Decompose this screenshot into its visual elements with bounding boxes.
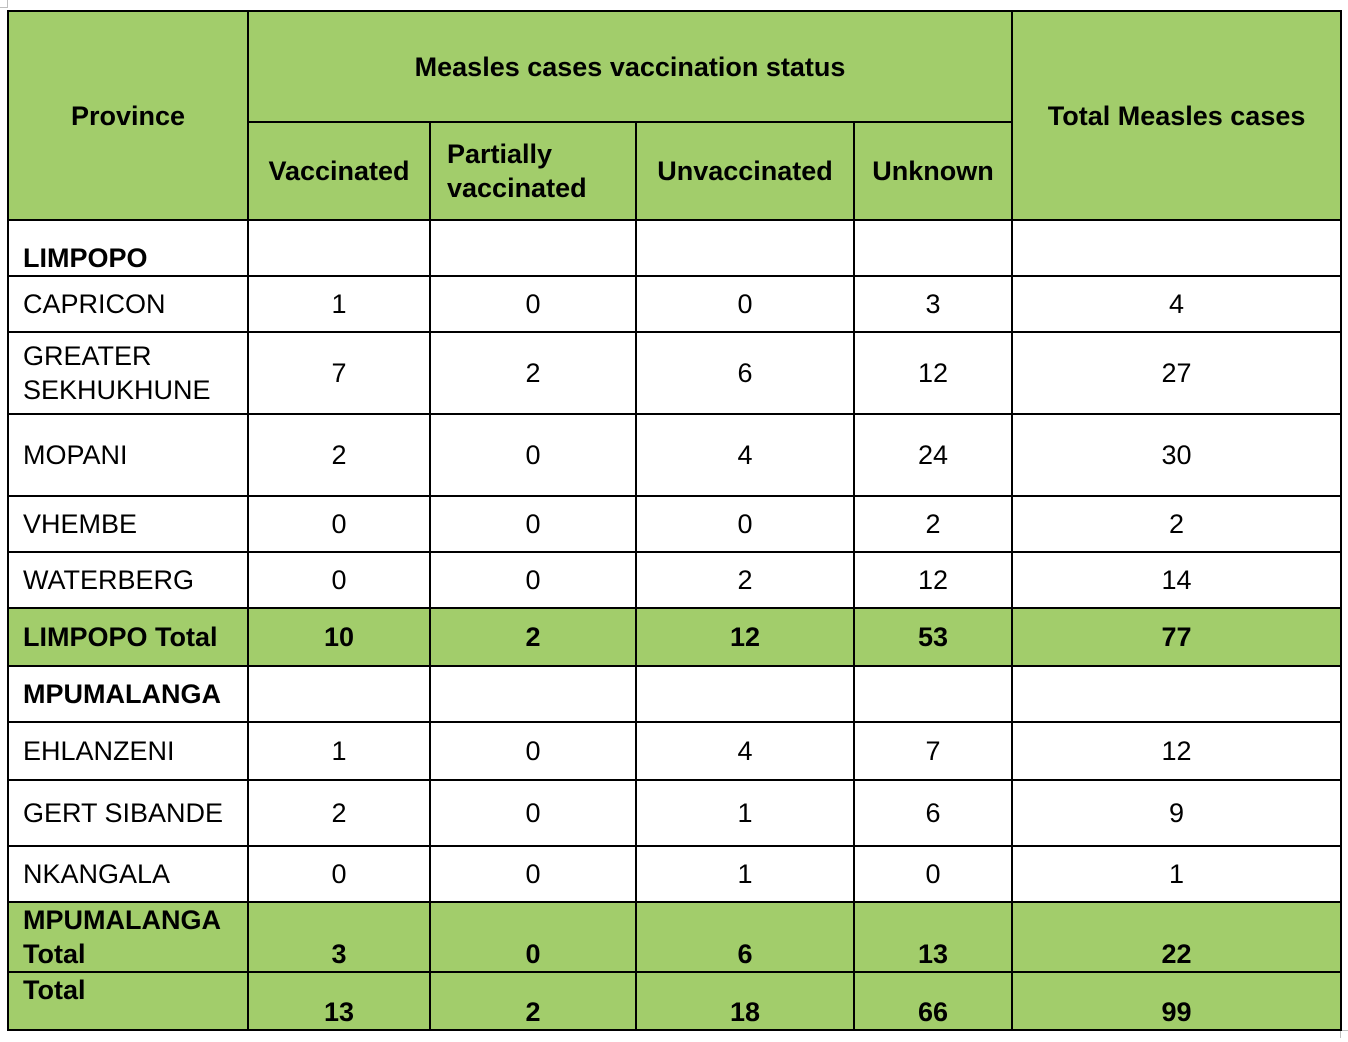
measles-vaccination-table [7, 10, 1342, 1031]
unvaccinated-cell: 6 [636, 902, 854, 972]
total-cell: 99 [1012, 972, 1341, 1030]
table-cell [854, 220, 1012, 276]
table-row [8, 496, 1341, 552]
district-name: CAPRICON [8, 276, 248, 332]
header-province: Province [8, 11, 248, 220]
total-cell: 77 [1012, 608, 1341, 666]
total-cell: 22 [1012, 902, 1341, 972]
table-row [8, 220, 1341, 276]
vaccinated-cell: 3 [248, 902, 430, 972]
partially-cell: 0 [430, 276, 636, 332]
header-vaccination-status: Measles cases vaccination status [248, 11, 1012, 122]
vaccinated-cell: 13 [248, 972, 430, 1030]
vaccinated-cell: 0 [248, 846, 430, 902]
unknown-cell: 12 [854, 332, 1012, 414]
table-cell [430, 666, 636, 722]
unknown-cell: 66 [854, 972, 1012, 1030]
subtotal-label: MPUMALANGA Total [8, 902, 248, 972]
total-cell: 1 [1012, 846, 1341, 902]
table-cell [1012, 666, 1341, 722]
table-row [8, 276, 1341, 332]
unvaccinated-cell: 0 [636, 496, 854, 552]
header-row-top [8, 11, 1341, 122]
table-row [8, 332, 1341, 414]
district-name: GREATER SEKHUKHUNE [8, 332, 248, 414]
vaccinated-cell: 0 [248, 496, 430, 552]
table-row [8, 846, 1341, 902]
unknown-cell: 53 [854, 608, 1012, 666]
partially-cell: 0 [430, 722, 636, 780]
vaccinated-cell: 10 [248, 608, 430, 666]
unvaccinated-cell: 4 [636, 722, 854, 780]
subtotal-label: LIMPOPO Total [8, 608, 248, 666]
partially-cell: 2 [430, 332, 636, 414]
grand-total-label: Total [8, 972, 248, 1030]
table-cell [248, 220, 430, 276]
table-row [8, 666, 1341, 722]
unknown-cell: 2 [854, 496, 1012, 552]
table-cell [1012, 220, 1341, 276]
unvaccinated-cell: 0 [636, 276, 854, 332]
partially-cell: 0 [430, 496, 636, 552]
vaccinated-cell: 7 [248, 332, 430, 414]
unknown-cell: 13 [854, 902, 1012, 972]
vaccinated-cell: 2 [248, 780, 430, 846]
partially-cell: 2 [430, 972, 636, 1030]
table-cell [636, 666, 854, 722]
total-cell: 30 [1012, 414, 1341, 496]
unknown-cell: 12 [854, 552, 1012, 608]
district-name: GERT SIBANDE [8, 780, 248, 846]
grand-total-row [8, 972, 1341, 1030]
total-cell: 14 [1012, 552, 1341, 608]
partially-cell: 0 [430, 846, 636, 902]
unknown-cell: 6 [854, 780, 1012, 846]
total-cell: 4 [1012, 276, 1341, 332]
partially-cell: 0 [430, 902, 636, 972]
vaccinated-cell: 1 [248, 276, 430, 332]
district-name: WATERBERG [8, 552, 248, 608]
unvaccinated-cell: 1 [636, 780, 854, 846]
header-unvaccinated: Unvaccinated [636, 122, 854, 220]
vaccinated-cell: 2 [248, 414, 430, 496]
subtotal-row [8, 902, 1341, 972]
header-partially-vaccinated: Partially vaccinated [430, 122, 636, 220]
table-cell [430, 220, 636, 276]
subtotal-row [8, 608, 1341, 666]
table-cell [248, 666, 430, 722]
header-unknown: Unknown [854, 122, 1012, 220]
table-cell [854, 666, 1012, 722]
page-corner-mark [0, 0, 8, 8]
district-name: NKANGALA [8, 846, 248, 902]
unvaccinated-cell: 4 [636, 414, 854, 496]
unknown-cell: 7 [854, 722, 1012, 780]
total-cell: 12 [1012, 722, 1341, 780]
partially-cell: 0 [430, 780, 636, 846]
vaccinated-cell: 0 [248, 552, 430, 608]
unvaccinated-cell: 1 [636, 846, 854, 902]
unknown-cell: 24 [854, 414, 1012, 496]
vaccinated-cell: 1 [248, 722, 430, 780]
table-row [8, 414, 1341, 496]
unvaccinated-cell: 2 [636, 552, 854, 608]
partially-cell: 0 [430, 414, 636, 496]
district-name: MOPANI [8, 414, 248, 496]
header-vaccinated: Vaccinated [248, 122, 430, 220]
district-name: VHEMBE [8, 496, 248, 552]
partially-cell: 2 [430, 608, 636, 666]
table-row [8, 552, 1341, 608]
unknown-cell: 0 [854, 846, 1012, 902]
total-cell: 27 [1012, 332, 1341, 414]
table-row [8, 780, 1341, 846]
district-name: EHLANZENI [8, 722, 248, 780]
total-cell: 2 [1012, 496, 1341, 552]
total-cell: 9 [1012, 780, 1341, 846]
unvaccinated-cell: 6 [636, 332, 854, 414]
unvaccinated-cell: 12 [636, 608, 854, 666]
table-row [8, 722, 1341, 780]
province-label: MPUMALANGA [8, 666, 248, 722]
header-total-cases: Total Measles cases [1012, 11, 1341, 220]
unknown-cell: 3 [854, 276, 1012, 332]
unvaccinated-cell: 18 [636, 972, 854, 1030]
province-label: LIMPOPO [8, 220, 248, 276]
table-cell [636, 220, 854, 276]
page-corner-mark [1340, 1030, 1348, 1038]
partially-cell: 0 [430, 552, 636, 608]
